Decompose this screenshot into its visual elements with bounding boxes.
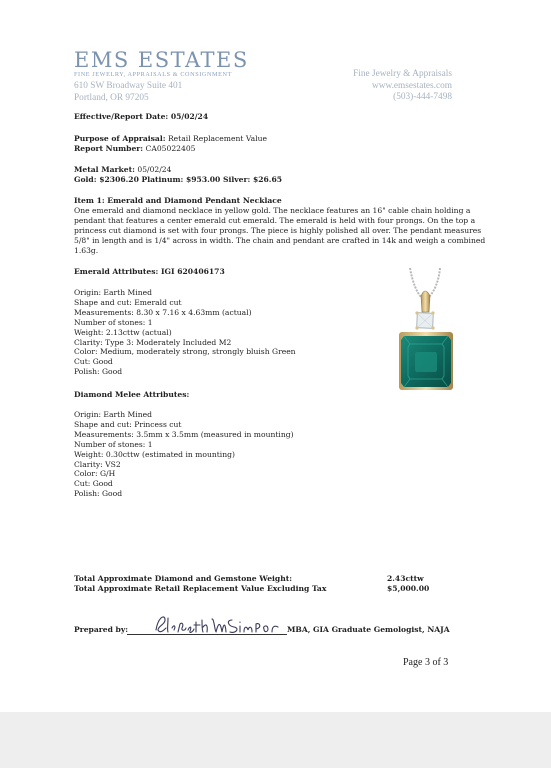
- total-value-label: Total Approximate Retail Replacement Value Excluding Tax: [74, 584, 327, 593]
- item-title: Item 1: Emerald and Diamond Pendant Necklace: [74, 196, 282, 205]
- company-phone: (503)-444-7498: [393, 92, 452, 102]
- attribute-line: Shape and cut: Emerald cut: [74, 297, 182, 307]
- gold-price: $2306.20: [99, 174, 139, 184]
- item-section: [74, 196, 486, 255]
- company-services: Fine Jewelry & Appraisals: [353, 69, 452, 79]
- handwritten-signature: [152, 610, 287, 640]
- appraiser-credentials: MBA, GIA Graduate Gemologist, NAJA: [287, 625, 450, 634]
- total-value-amount: $5,000.00: [387, 584, 430, 593]
- attribute-line: Cut: Good: [74, 479, 113, 489]
- signature-image: [152, 610, 287, 644]
- total-weight-label: Total Approximate Diamond and Gemstone Weight:: [74, 574, 293, 583]
- address-line-1: 610 SW Broadway Suite 401: [74, 81, 183, 91]
- attribute-line: Weight: 2.13cttw (actual): [74, 327, 172, 337]
- purpose-label: Purpose of Appraisal:: [74, 134, 166, 143]
- silver-label: Silver:: [222, 174, 251, 184]
- item-description-line: pendant that features a center emerald cut emerald. The emerald is held with four prongs. On the top a: [74, 215, 476, 225]
- report-number-label: Report Number:: [74, 143, 144, 153]
- company-tagline: FINE JEWELRY, APPRAISALS & CONSIGNMENT: [74, 71, 232, 78]
- item-description-line: princess cut diamond is set with four prongs. The piece is highly polished all over. The pendant measures: [74, 225, 482, 235]
- company-name: EMS ESTATES: [74, 48, 249, 72]
- page-number: Page 3 of 3: [403, 657, 449, 668]
- chain-left: [410, 268, 422, 298]
- gold-label: Gold:: [74, 174, 97, 184]
- attribute-line: Measurements: 8.30 x 7.16 x 4.63mm (actual): [74, 307, 252, 317]
- total-weight-value: 2.43cttw: [387, 574, 424, 583]
- attribute-line: Color: G/H: [74, 469, 116, 479]
- attribute-line: Number of stones: 1: [74, 317, 153, 327]
- chain-right: [428, 268, 440, 298]
- attribute-line: Weight: 0.30cttw (estimated in mounting): [74, 449, 235, 459]
- emerald-heading: Emerald Attributes: IGI 620406173: [74, 267, 225, 276]
- metal-market-label: Metal Market:: [74, 165, 135, 174]
- metal-market-date: 05/02/24: [137, 165, 172, 174]
- prepared-by-label: Prepared by:: [74, 625, 129, 634]
- purpose-section: [74, 134, 454, 154]
- attribute-line: Number of stones: 1: [74, 439, 153, 449]
- diamond-heading: Diamond Melee Attributes:: [74, 390, 190, 399]
- metal-market-section: [74, 165, 454, 185]
- attribute-line: Shape and cut: Princess cut: [74, 419, 182, 429]
- purpose-value: Retail Replacement Value: [167, 134, 267, 143]
- attribute-line: Cut: Good: [74, 357, 113, 367]
- company-logo: [74, 48, 249, 78]
- attribute-line: Polish: Good: [74, 367, 123, 377]
- item-description-line: 1.63g.: [74, 245, 99, 255]
- platinum-price: $953.00: [185, 174, 221, 184]
- report-number-value: CA05022405: [145, 143, 196, 153]
- address-line-2: Portland, OR 97205: [74, 92, 149, 103]
- item-description-line: One emerald and diamond necklace in yellow gold. The necklace features an 16" cable chain holding a: [74, 205, 471, 215]
- silver-price: $26.65: [252, 174, 283, 184]
- diamond-attributes: [74, 410, 454, 499]
- company-contact: [353, 69, 452, 104]
- attribute-line: Origin: Earth Mined: [74, 410, 152, 419]
- effective-date-label: Effective/Report Date:: [74, 112, 169, 121]
- company-address: [74, 81, 182, 104]
- effective-date-value: 05/02/24: [170, 112, 209, 121]
- platinum-label: Platinum:: [141, 174, 184, 184]
- item-description-line: 5/8" in length and is 1/4" across in width. The chain and pendant are crafted in 14k and weigh a combined: [74, 235, 486, 245]
- page-bottom-margin: [0, 712, 551, 768]
- attribute-line: Measurements: 3.5mm x 3.5mm (measured in mounting): [74, 429, 294, 439]
- attribute-line: Clarity: VS2: [74, 459, 121, 469]
- attribute-line: Clarity: Type 3: Moderately Included M2: [74, 337, 232, 347]
- company-website[interactable]: www.emsestates.com: [372, 80, 452, 91]
- attribute-line: Origin: Earth Mined: [74, 288, 152, 297]
- attribute-line: Color: Medium, moderately strong, strongly bluish Green: [74, 347, 296, 357]
- attribute-line: Polish: Good: [74, 489, 123, 499]
- pendant-photo: [388, 266, 460, 396]
- pendant-bail: [421, 291, 430, 312]
- effective-date-row: [74, 112, 454, 122]
- pendant-illustration: [388, 266, 460, 396]
